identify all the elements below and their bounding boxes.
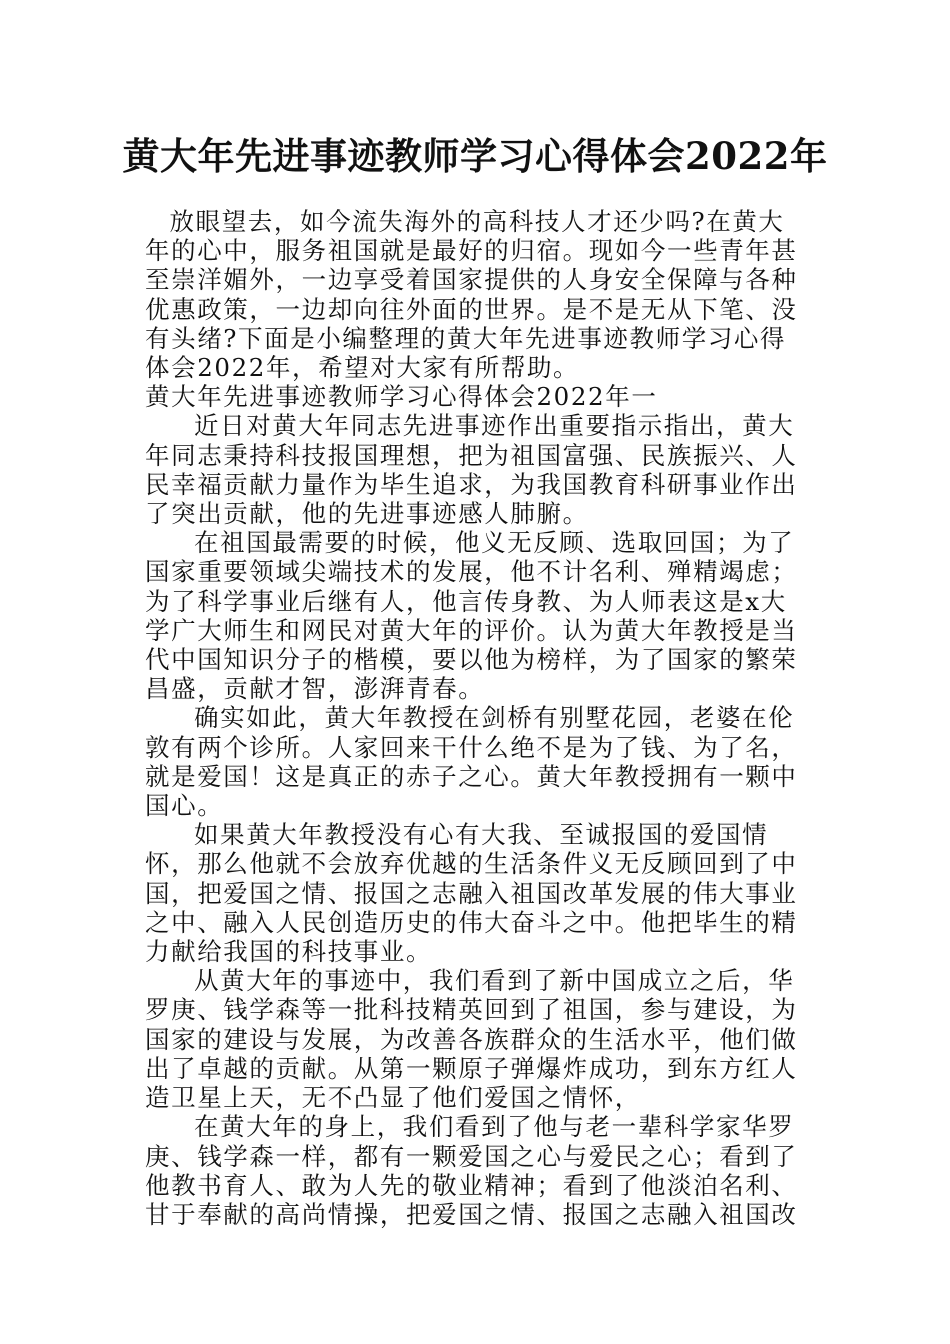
body-paragraph-5: 从黄大年的事迹中，我们看到了新中国成立之后，华罗庚、钱学森等一批科技精英回到了祖国，参与建设，为国家的建设与发展，为改善各族群众的生活水平，他们做出了卓越的贡献。从第一颗原子弹爆炸成功，到东方红人造卫星上天，无不凸显了他们爱国之情怀， (145, 966, 798, 1113)
intro-paragraph: 放眼望去，如今流失海外的高科技人才还少吗?在黄大年的心中，服务祖国就是最好的归宿。现如今一些青年甚至崇洋媚外，一边享受着国家提供的人身安全保障与各种优惠政策，一边却向往外面的世界。是不是无从下笔、没有头绪?下面是小编整理的黄大年先进事迹教师学习心得体会2022年，希望对大家有所帮助。 (145, 207, 798, 383)
body-paragraph-4: 如果黄大年教授没有心有大我、至诚报国的爱国情怀，那么他就不会放弃优越的生活条件义无反顾回到了中国，把爱国之情、报国之志融入祖国改革发展的伟大事业之中、融入人民创造历史的伟大奋斗之中。他把毕生的精力献给我国的科技事业。 (145, 820, 798, 967)
body-paragraph-6: 在黄大年的身上，我们看到了他与老一辈科学家华罗庚、钱学森一样，都有一颗爱国之心与爱民之心；看到了他教书育人、敢为人先的敬业精神；看到了他淡泊名利、甘于奉献的高尚情操，把爱国之情、报国之志融入祖国改 (145, 1112, 798, 1229)
body-paragraph-1: 近日对黄大年同志先进事迹作出重要指示指出，黄大年同志秉持科技报国理想，把为祖国富强、民族振兴、人民幸福贡献力量作为毕生追求，为我国教育科研事业作出了突出贡献，他的先进事迹感人肺腑。 (145, 411, 798, 529)
body-paragraph-3: 确实如此，黄大年教授在剑桥有别墅花园，老婆在伦敦有两个诊所。人家回来干什么绝不是为了钱、为了名，就是爱国！这是真正的赤子之心。黄大年教授拥有一颗中国心。 (145, 703, 798, 821)
section-heading: 黄大年先进事迹教师学习心得体会2022年一 (145, 382, 658, 412)
document-body (145, 207, 810, 1229)
document-title: 黄大年先进事迹教师学习心得体会2022年 (122, 134, 828, 178)
body-paragraph-2: 在祖国最需要的时候，他义无反顾、选取回国；为了国家重要领域尖端技术的发展，他不计名利、殚精竭虑；为了科学事业后继有人，他言传身教、为人师表这是x大学广大师生和网民对黄大年的评价。认为黄大年教授是当代中国知识分子的楷模，要以他为榜样，为了国家的繁荣昌盛，贡献才智，澎湃青春。 (145, 528, 798, 704)
